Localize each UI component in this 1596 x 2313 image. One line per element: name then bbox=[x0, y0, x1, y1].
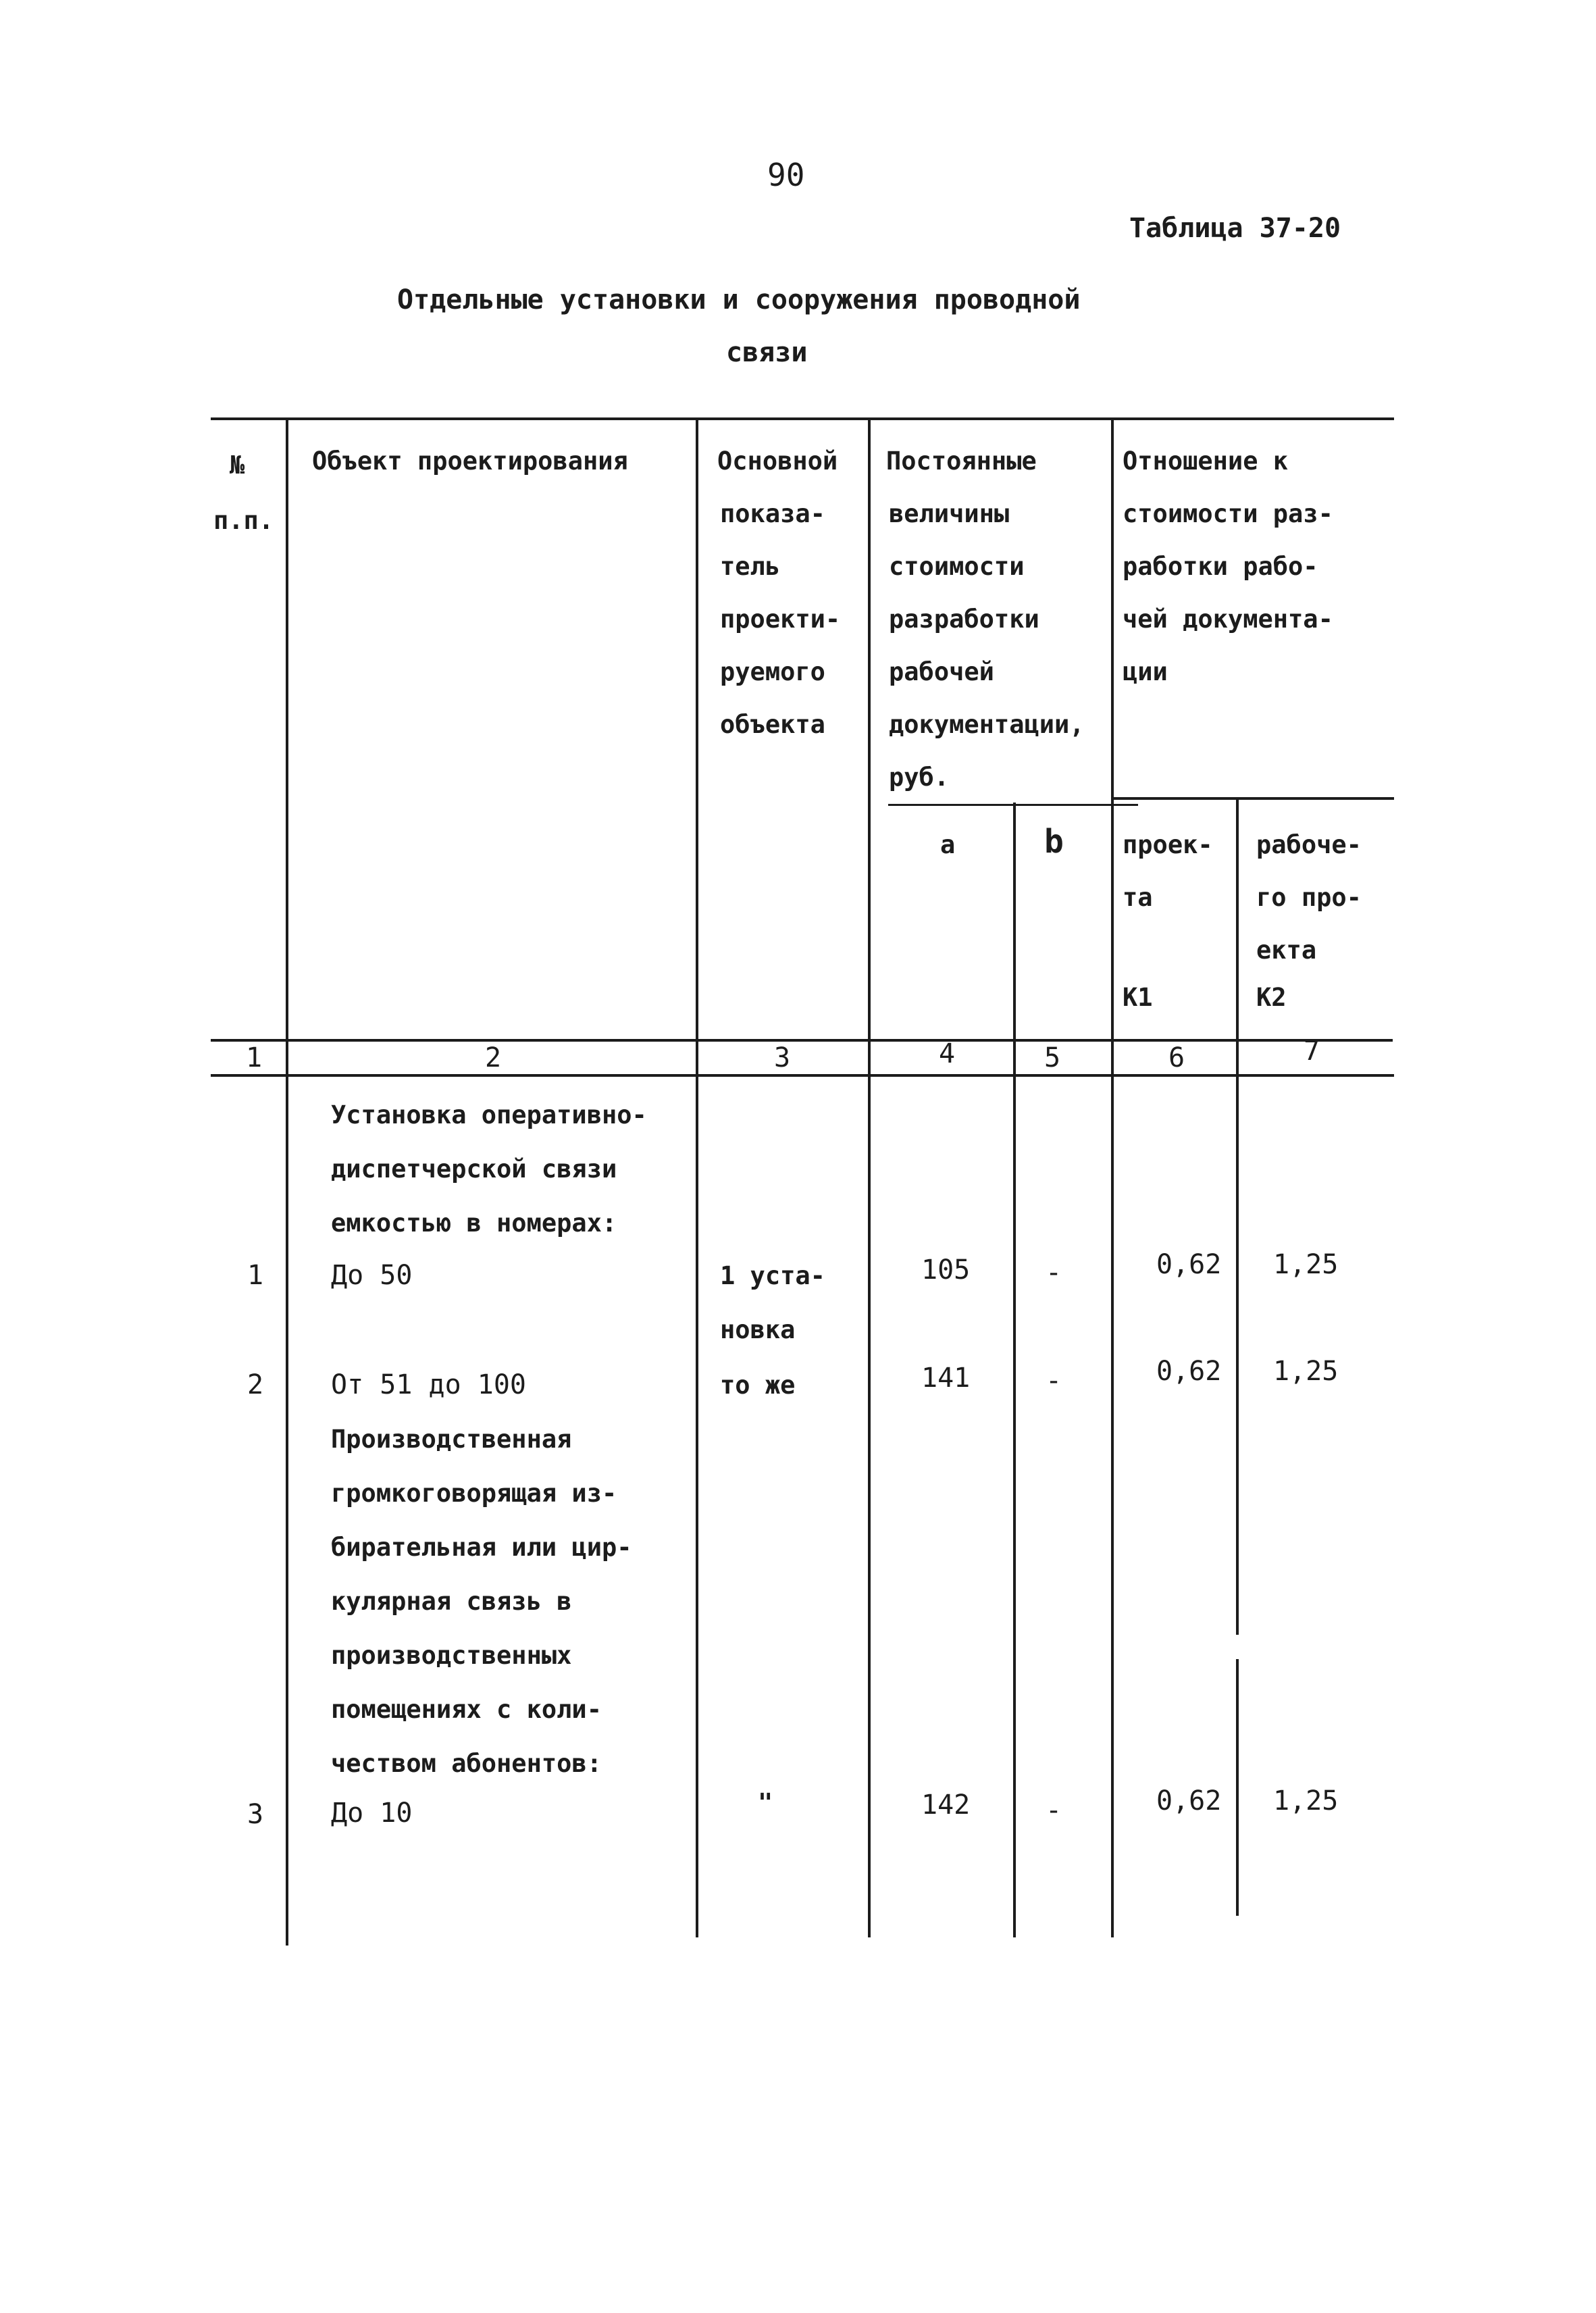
column-divider-2 bbox=[696, 417, 698, 1937]
header-col6-line-1: проек- bbox=[1123, 830, 1213, 859]
column-divider-4 bbox=[1013, 803, 1016, 1937]
column-number-2: 2 bbox=[485, 1042, 502, 1073]
group1-heading-line-3: емкостью в номерах: bbox=[331, 1209, 617, 1238]
header-col7-line-1: рабоче- bbox=[1256, 830, 1362, 859]
subheader-rule-ratios bbox=[1113, 797, 1394, 800]
row1-cost-a: 105 bbox=[921, 1254, 971, 1286]
row1-number: 1 bbox=[247, 1260, 264, 1291]
row3-number: 3 bbox=[247, 1799, 264, 1830]
header-col45-line-1: Постоянные bbox=[886, 447, 1037, 476]
header-col6-line-3: К1 bbox=[1123, 983, 1153, 1012]
header-col45-line-6: документации, bbox=[889, 710, 1085, 739]
header-col1-line-1: № bbox=[230, 451, 245, 480]
column-number-rule bbox=[211, 1074, 1394, 1077]
column-number-5: 5 bbox=[1044, 1042, 1061, 1073]
column-divider-6a bbox=[1236, 798, 1239, 1635]
column-number-3: 3 bbox=[774, 1042, 791, 1073]
group2-heading-line-4: кулярная связь в bbox=[331, 1587, 572, 1616]
header-col67-line-5: ции bbox=[1123, 657, 1168, 686]
column-divider-5 bbox=[1111, 417, 1114, 1937]
row1-indicator-line-2: новка bbox=[720, 1315, 796, 1344]
group1-heading-line-1: Установка оперативно- bbox=[331, 1100, 647, 1129]
column-number-7: 7 bbox=[1304, 1036, 1320, 1067]
row1-cost-b: - bbox=[1046, 1257, 1062, 1288]
row2-object: От 51 до 100 bbox=[331, 1369, 526, 1400]
column-number-1: 1 bbox=[246, 1042, 263, 1073]
header-col67-line-1: Отношение к bbox=[1123, 447, 1289, 476]
header-col45-line-3: стоимости bbox=[889, 552, 1025, 581]
row1-k2: 1,25 bbox=[1273, 1249, 1339, 1280]
header-col3-line-2: показа- bbox=[720, 499, 825, 528]
row2-cost-b: - bbox=[1046, 1365, 1062, 1396]
header-col5-b: b bbox=[1044, 823, 1064, 861]
table-title-line-2: связи bbox=[726, 337, 808, 368]
header-col7-line-4: К2 bbox=[1256, 983, 1287, 1012]
group2-heading-line-2: громкоговорящая из- bbox=[331, 1479, 617, 1508]
header-col3-line-5: руемого bbox=[720, 657, 825, 686]
group1-heading-line-2: диспетчерской связи bbox=[331, 1154, 617, 1184]
column-number-6: 6 bbox=[1168, 1042, 1185, 1073]
header-col3-line-4: проекти- bbox=[720, 605, 841, 634]
header-col45-line-2: величины bbox=[889, 499, 1010, 528]
header-col7-line-3: екта bbox=[1256, 936, 1317, 965]
column-number-4: 4 bbox=[939, 1038, 956, 1069]
row1-object: До 50 bbox=[331, 1260, 413, 1291]
header-col45-line-4: разработки bbox=[889, 605, 1039, 634]
header-col67-line-4: чей документа- bbox=[1123, 605, 1333, 634]
row2-indicator: то же bbox=[720, 1371, 796, 1400]
header-col6-line-2: та bbox=[1123, 883, 1153, 912]
column-divider-1 bbox=[286, 417, 288, 1946]
header-bottom-rule bbox=[211, 1039, 1393, 1042]
column-divider-6b bbox=[1236, 1659, 1239, 1916]
group2-heading-line-7: чеством абонентов: bbox=[331, 1749, 602, 1778]
group2-heading-line-6: помещениях с коли- bbox=[331, 1695, 602, 1724]
header-col67-line-2: стоимости раз- bbox=[1123, 499, 1333, 528]
page-number: 90 bbox=[767, 157, 805, 193]
header-col4-a: а bbox=[940, 830, 956, 859]
table-title-line-1: Отдельные установки и сооружения проводной bbox=[397, 284, 1081, 315]
row2-k1: 0,62 bbox=[1156, 1356, 1222, 1387]
row3-k2: 1,25 bbox=[1273, 1785, 1339, 1816]
row2-cost-a: 141 bbox=[921, 1363, 971, 1394]
row2-number: 2 bbox=[247, 1369, 264, 1400]
header-col1-line-2: п.п. bbox=[213, 506, 274, 535]
row1-indicator-line-1: 1 уста- bbox=[720, 1261, 825, 1290]
column-divider-3 bbox=[868, 417, 871, 1937]
row3-object: До 10 bbox=[331, 1798, 413, 1829]
row3-indicator: " bbox=[758, 1788, 773, 1817]
row3-cost-b: - bbox=[1046, 1795, 1062, 1826]
header-col45-line-5: рабочей bbox=[889, 657, 994, 686]
row3-k1: 0,62 bbox=[1156, 1785, 1222, 1816]
header-col3-line-6: объекта bbox=[720, 710, 825, 739]
header-col2: Объект проектирования bbox=[312, 447, 628, 476]
header-col45-line-7: руб. bbox=[889, 763, 950, 792]
group2-heading-line-5: производственных bbox=[331, 1641, 572, 1670]
header-col3-line-1: Основной bbox=[717, 447, 838, 476]
header-col3-line-3: тель bbox=[720, 552, 781, 581]
row3-cost-a: 142 bbox=[921, 1789, 971, 1821]
table-top-rule bbox=[211, 417, 1394, 420]
table-caption: Таблица 37-20 bbox=[1129, 213, 1341, 244]
header-col67-line-3: работки рабо- bbox=[1123, 552, 1318, 581]
row1-k1: 0,62 bbox=[1156, 1249, 1222, 1280]
group2-heading-line-3: бирательная или цир- bbox=[331, 1533, 632, 1562]
header-col7-line-2: го про- bbox=[1256, 883, 1362, 912]
group2-heading-line-1: Производственная bbox=[331, 1425, 572, 1454]
row2-k2: 1,25 bbox=[1273, 1356, 1339, 1387]
